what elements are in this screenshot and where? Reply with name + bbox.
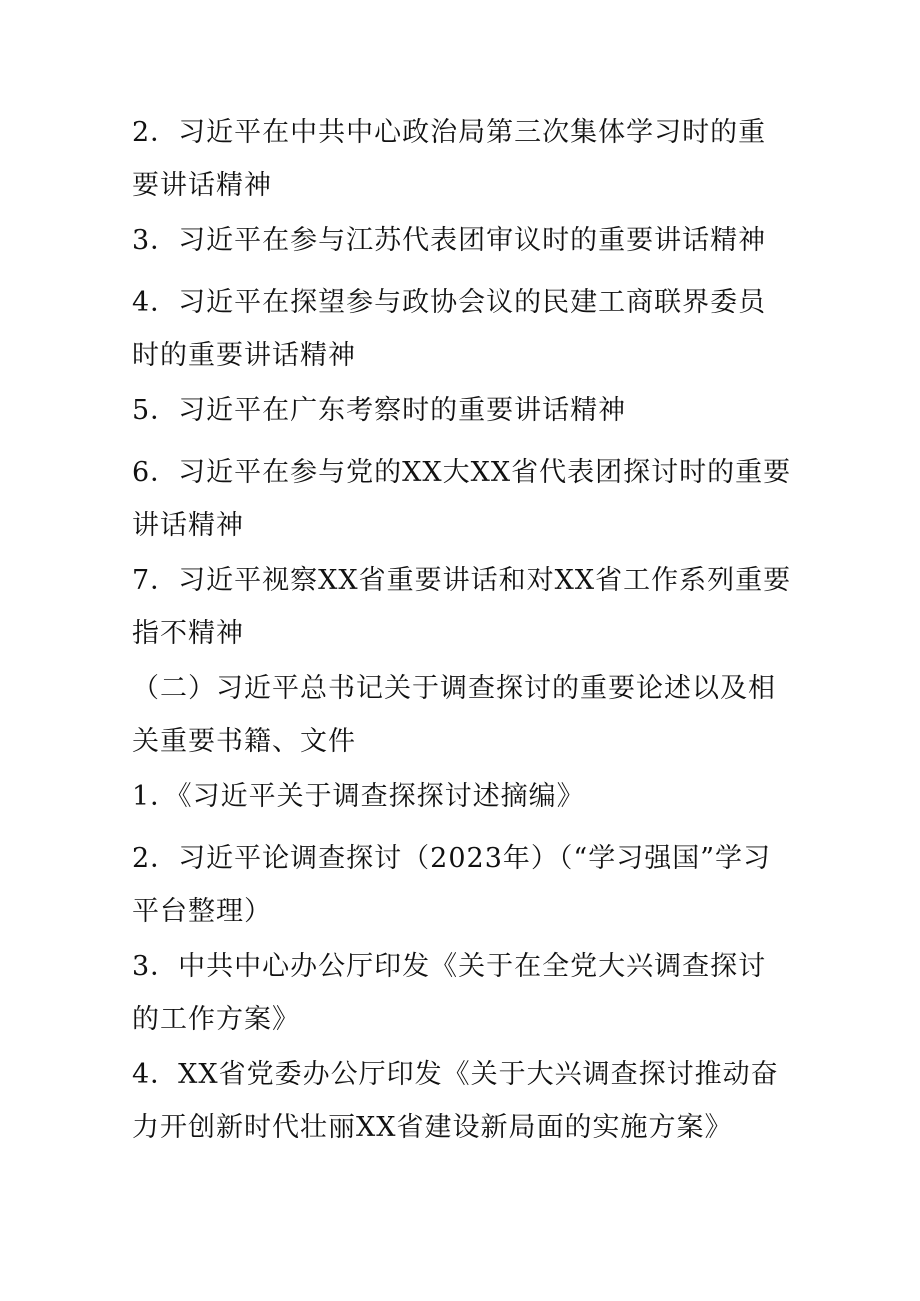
section-heading: （二）习近平总书记关于调查探讨的重要论述以及相关重要书籍、文件 (132, 673, 776, 757)
list-item: 2．习近平论调查探讨（2023年）（“学习强国”学习平台整理） (132, 843, 771, 927)
list-item: 5．习近平在广东考察时的重要讲话精神 (132, 395, 627, 426)
list-item: 3．中共中心办公厅印发《关于在全党大兴调查探讨的工作方案》 (132, 951, 767, 1035)
list-item: 7．习近平视察XX省重要讲话和对XX省工作系列重要指不精神 (132, 565, 792, 649)
list-item: 2．习近平在中共中心政治局第三次集体学习时的重要讲话精神 (132, 117, 767, 201)
list-item: 3．习近平在参与江苏代表团审议时的重要讲话精神 (132, 225, 767, 256)
list-item: 4．习近平在探望参与政协会议的民建工商联界委员时的重要讲话精神 (132, 287, 767, 371)
list-item: 4．XX省党委办公厅印发《关于大兴调查探讨推动奋力开创新时代壮丽XX省建设新局面的实施方案》 (132, 1059, 779, 1143)
list-item: 1．《习近平关于调查探探讨述摘编》 (132, 781, 585, 812)
list-item: 6．习近平在参与党的XX大XX省代表团探讨时的重要讲话精神 (132, 457, 792, 541)
